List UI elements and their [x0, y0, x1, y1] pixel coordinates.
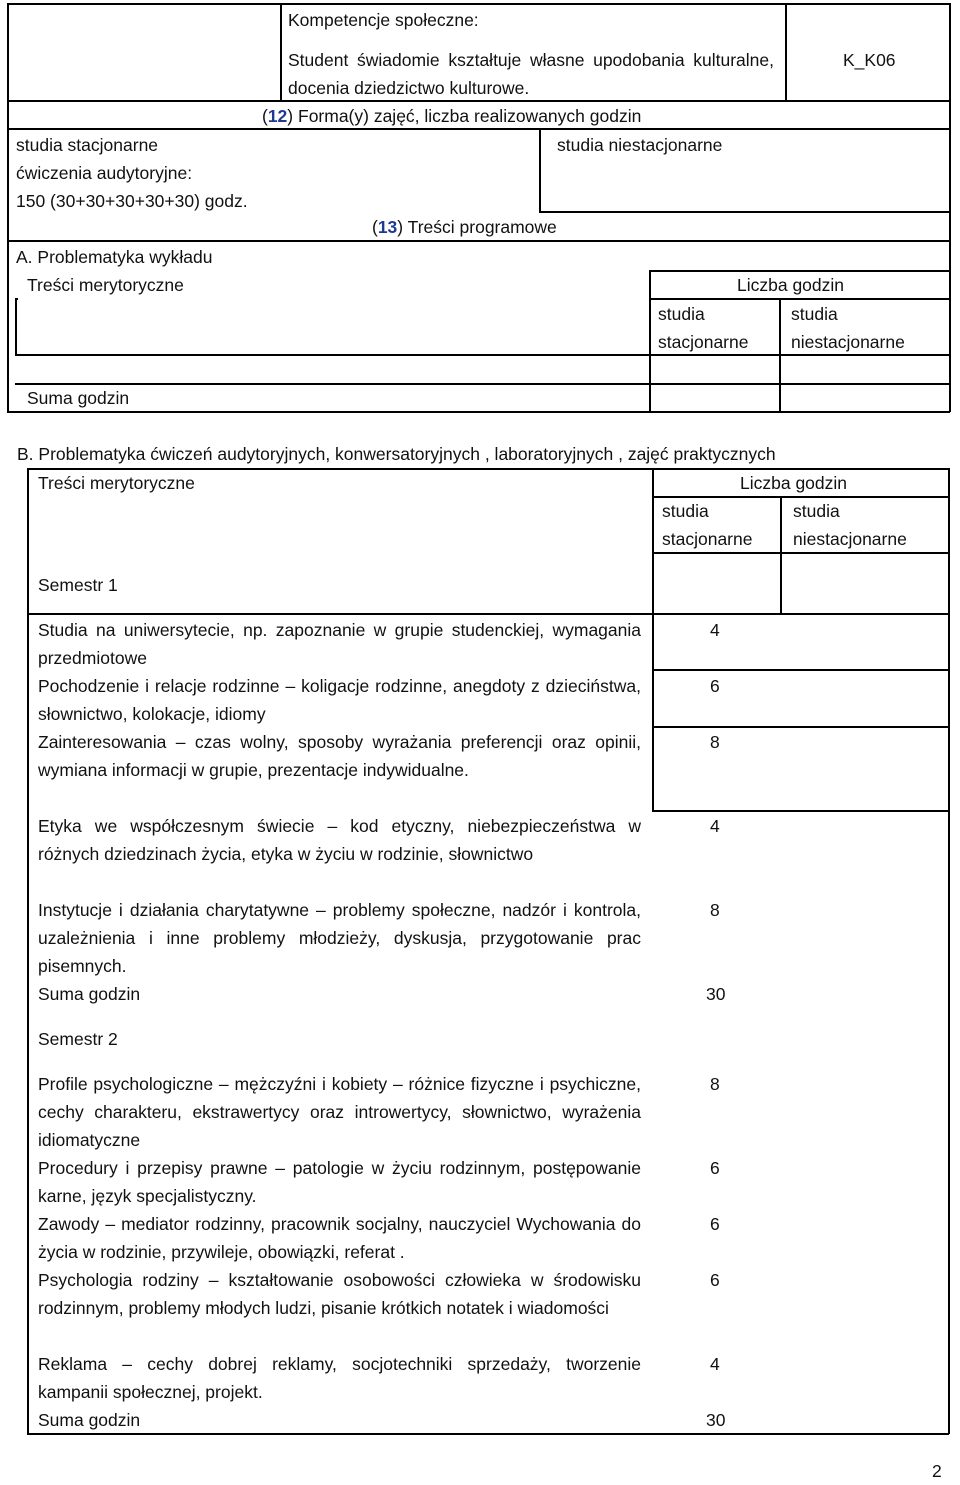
- list-item: Psychologia rodziny – kształtowanie osobowości człowieka w środowisku rodzinnym, problemy młodych ludzi, pisanie krótkich notatek i wiadomości: [38, 1270, 641, 1318]
- section-a-sum-label: Suma godzin: [27, 388, 130, 408]
- semester-1-sum-value: 30: [706, 984, 726, 1004]
- section-b-col-stat: [662, 497, 752, 553]
- row-hours: 8: [710, 900, 720, 920]
- semester-1-sum-label: Suma godzin: [38, 984, 141, 1004]
- section-a-col-stat: [658, 300, 748, 356]
- col-label: studia: [793, 501, 840, 521]
- section-a-title: A. Problematyka wykładu: [16, 247, 213, 267]
- rule: [652, 669, 949, 671]
- semester-2-sum-value: 30: [706, 1410, 726, 1430]
- rule: [652, 613, 654, 811]
- section-a-content-header: Treści merytoryczne: [27, 275, 184, 295]
- rule: [785, 3, 787, 101]
- list-item: Zainteresowania – czas wolny, sposoby wyrażania preferencji oraz opinii, wymiana informacji w grupie, prezentacje indywidualne.: [38, 732, 641, 780]
- forms-heading: (12) Forma(y) zajęć, liczba realizowanych godzin: [262, 106, 642, 126]
- row-hours: 6: [710, 1158, 720, 1178]
- rule: [652, 726, 949, 728]
- row-hours: 8: [710, 1074, 720, 1094]
- competence-text: Student świadomie kształtuje własne upodobania kulturalne, docenia dziedzictwo kulturowe.: [288, 50, 774, 98]
- section-b-title: B. Problematyka ćwiczeń audytoryjnych, konwersatoryjnych , laboratoryjnych , zajęć praktycznych: [17, 444, 776, 464]
- col-label: niestacjonarne: [793, 529, 907, 549]
- rule: [280, 3, 282, 101]
- rule: [539, 128, 541, 212]
- page-number: 2: [932, 1461, 942, 1481]
- rule: [15, 383, 950, 385]
- col-label: stacjonarne: [662, 529, 753, 549]
- competence-heading: Kompetencje społeczne:: [288, 10, 479, 30]
- rule: [652, 468, 654, 614]
- list-item: Pochodzenie i relacje rodzinne – koligacje rodzinne, anegdoty z dzieciństwa, słownictwo, kolokacje, idiomy: [38, 676, 641, 724]
- list-item: Zawody – mediator rodzinny, pracownik socjalny, nauczyciel Wychowania do życia w rodzinie, przywileje, obowiązki, referat .: [38, 1214, 641, 1262]
- col-label: studia: [662, 501, 709, 521]
- section-a-col-nonstat: [791, 300, 905, 356]
- row-hours: 6: [710, 1214, 720, 1234]
- list-item: Profile psychologiczne – mężczyźni i kobiety – różnice fizyczne i psychiczne, cechy charakteru, ekstrawertycy oraz introwertycy, słownictwo, wyrażenia idiomatyczne: [38, 1074, 641, 1150]
- row-hours: 4: [710, 1354, 720, 1374]
- section-b-col-nonstat: [793, 497, 907, 553]
- row-hours: 6: [710, 1270, 720, 1290]
- stationary-forms: ćwiczenia audytoryjne:: [16, 163, 193, 183]
- program-heading: (13) Treści programowe: [372, 217, 557, 237]
- rule: [7, 3, 9, 412]
- rule: [949, 3, 951, 412]
- rule: [539, 211, 950, 213]
- section-b-hours-header: Liczba godzin: [740, 473, 848, 493]
- rule: [780, 496, 782, 614]
- col-label: stacjonarne: [658, 332, 749, 352]
- section-a-hours-header: Liczba godzin: [737, 275, 845, 295]
- row-hours: 4: [710, 816, 720, 836]
- col-label: niestacjonarne: [791, 332, 905, 352]
- row-hours: 6: [710, 676, 720, 696]
- list-item: Reklama – cechy dobrej reklamy, socjotechniki sprzedaży, tworzenie kampanii społecznej, projekt.: [38, 1354, 641, 1402]
- rule: [7, 411, 950, 413]
- program-heading-text: Treści programowe: [407, 217, 557, 237]
- forms-heading-text: Forma(y) zajęć, liczba realizowanych godzin: [298, 106, 642, 126]
- semester-2-sum-label: Suma godzin: [38, 1410, 141, 1430]
- rule: [27, 613, 949, 615]
- semester-1-label: Semestr 1: [38, 575, 118, 595]
- rule: [652, 810, 949, 812]
- stationary-hours: 150 (30+30+30+30+30) godz.: [16, 191, 248, 211]
- competence-code: K_K06: [843, 50, 896, 70]
- nonstationary-label: studia niestacjonarne: [557, 135, 723, 155]
- section-b-content-header: Treści merytoryczne: [38, 473, 195, 493]
- row-hours: 8: [710, 732, 720, 752]
- list-item: Studia na uniwersytecie, np. zapoznanie w grupie studenckiej, wymagania przedmiotowe: [38, 620, 641, 668]
- col-label: studia: [658, 304, 705, 324]
- list-item: Instytucje i działania charytatywne – problemy społeczne, nadzór i kontrola, uzależnienia i inne problemy młodzieży, dyskusja, przygotowanie prac pisemnych.: [38, 900, 641, 976]
- semester-2-label: Semestr 2: [38, 1029, 118, 1049]
- rule: [15, 298, 17, 354]
- list-item: Procedury i przepisy prawne – patologie w życiu rodzinnym, postępowanie karne, język specjalistyczny.: [38, 1158, 641, 1206]
- rule: [649, 270, 651, 412]
- row-hours: 4: [710, 620, 720, 640]
- col-label: studia: [791, 304, 838, 324]
- list-item: Etyka we współczesnym świecie – kod etyczny, niebezpieczeństwa w różnych dziedzinach życia, etyka w życiu w rodzinie, słownictwo: [38, 816, 641, 864]
- rule: [7, 3, 950, 5]
- stationary-label: studia stacjonarne: [16, 135, 159, 155]
- rule: [27, 1433, 949, 1435]
